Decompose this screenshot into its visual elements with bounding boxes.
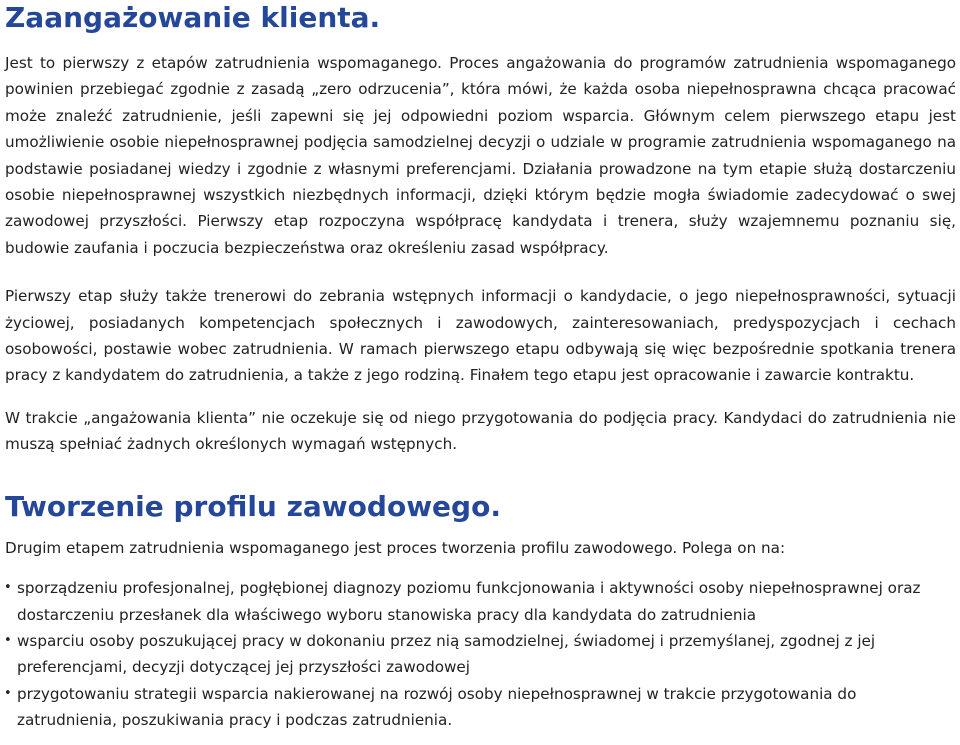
list-item <box>5 628 956 681</box>
bullet-icon: • <box>4 632 12 648</box>
list-item-text: wsparciu osoby poszukującej pracy w dokonaniu przez nią samodzielnej, świadomej i przemyślanej, zgodnej z jej preferencjami, decyzji dotyczącej jej przyszłości zawodowej <box>17 631 876 677</box>
heading-client-engagement: Zaangażowanie klienta. <box>5 1 381 34</box>
list-item <box>5 681 956 734</box>
bullet-icon: • <box>4 580 12 596</box>
list-item-text: przygotowaniu strategii wsparcia nakierowanej na rozwój osoby niepełnosprawnej w trakcie przygotowania do zatrudnienia, poszukiwania pracy i podczas zatrudnienia. <box>17 684 857 730</box>
paragraph-no-requirements: W trakcie „angażowania klienta” nie oczekuje się od niego przygotowania do podjęcia pracy. Kandydaci do zatrudnienia nie muszą spełniać żadnych określonych wymagań wstępnych. <box>5 408 956 454</box>
bullet-icon: • <box>4 685 12 701</box>
paragraph-second-stage: Drugim etapem zatrudnienia wspomaganego jest proces tworzenia profilu zawodowego. Polega on na: <box>5 538 786 557</box>
profile-list <box>5 575 956 733</box>
list-item <box>5 575 956 628</box>
paragraph-first-stage: Jest to pierwszy z etapów zatrudnienia wspomaganego. Proces angażowania do programów zatrudnienia wspomaganego powinien przebiegać zgodnie z zasadą „zero odrzucenia”, która mówi, że każda osoba niepełnosprawna chcąca pracować może znaleźć zatrudnienie, jeśli zapewni się jej odpowiedni poziom wsparcia. Głównym celem pierwszego etapu jest umożliwienie osobie niepełnosprawnej podjęcia samodzielnej decyzji o udziale w programie zatrudnienia wspomaganego na podstawie posiadanej wiedzy i zgodnie z własnymi preferencjami. Działania prowadzone na tym etapie służą dostarczeniu osobie niepełnosprawnej wszystkich niezbędnych informacji, dzięki którym będzie mogła świadomie zadecydować o swej zawodowej przyszłości. Pierwszy etap rozpoczyna współpracę kandydata i trenera, służy wzajemnemu poznaniu się, budowie zaufania i poczucia bezpieczeństwa oraz określeniu zasad współpracy. <box>5 54 956 257</box>
list-item-text: sporządzeniu profesjonalnej, pogłębionej diagnozy poziomu funkcjonowania i aktywności osoby niepełnosprawnej oraz dostarczeniu przesłanek dla właściwego wyboru stanowiska pracy dla kandydata do zatrudnienia <box>17 579 921 624</box>
heading-professional-profile: Tworzenie profilu zawodowego. <box>5 489 501 523</box>
paragraph-trainer-info: Pierwszy etap służy także trenerowi do zebrania wstępnych informacji o kandydacie, o jego niepełnosprawności, sytuacji życiowej, posiadanych kompetencjach społecznych i zawodowych, zainteresowaniach, predyspozycjach i cechach osobowości, postawie wobec zatrudnienia. W ramach pierwszego etapu odbywają się więc bezpośrednie spotkania trenera pracy z kandydatem do zatrudnienia, a także z jego rodziną. Finałem tego etapu jest opracowanie i zawarcie kontraktu. <box>5 287 956 385</box>
